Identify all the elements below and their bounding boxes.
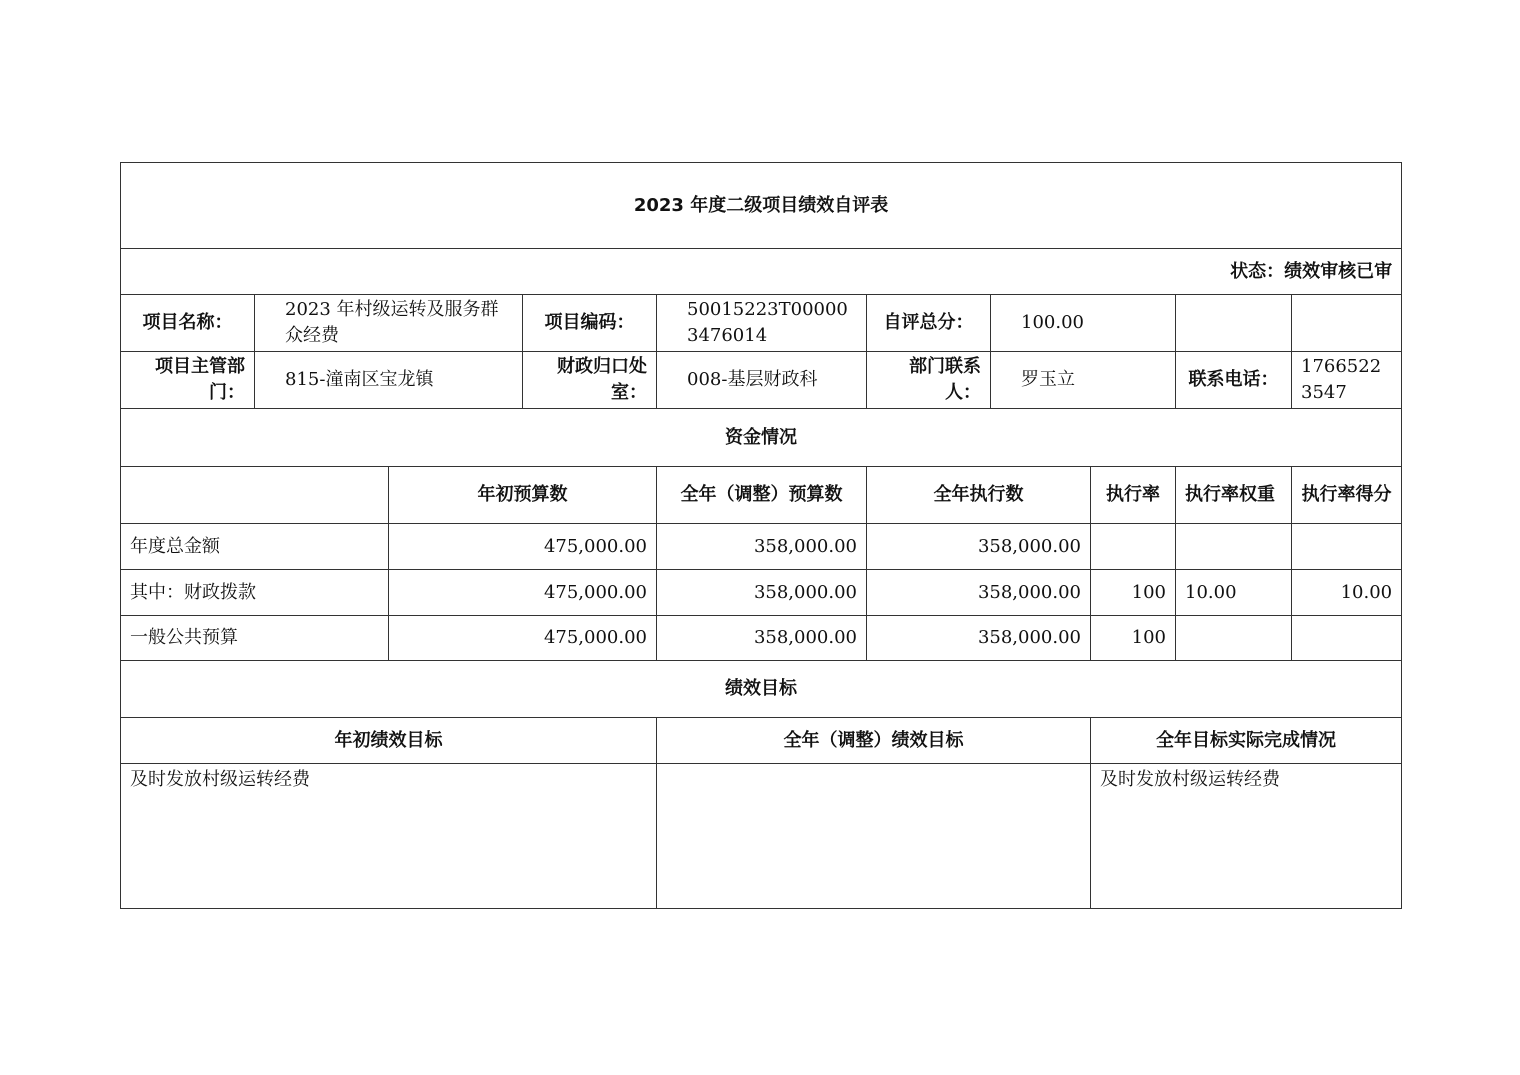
funds-header-executed: 全年执行数 (867, 467, 1091, 524)
form-title: 2023 年度二级项目绩效自评表 (121, 163, 1402, 249)
funds-header-initial: 年初预算数 (389, 467, 657, 524)
funds-row-score (1292, 616, 1402, 661)
funds-row-weight: 10.00 (1176, 570, 1292, 616)
project-code-value: 50015223T000003476014 (657, 295, 867, 352)
funds-row-weight (1176, 616, 1292, 661)
table-row (121, 616, 1402, 661)
project-name-value: 2023 年村级运转及服务群众经费 (255, 295, 523, 352)
contact-value: 罗玉立 (991, 352, 1176, 409)
funds-header-blank (121, 467, 389, 524)
table-row (121, 524, 1402, 570)
funds-row-score (1292, 524, 1402, 570)
goals-header-actual: 全年目标实际完成情况 (1091, 718, 1402, 764)
table-row (121, 570, 1402, 616)
finance-office-value: 008-基层财政科 (657, 352, 867, 409)
status-text: 状态：绩效审核已审 (121, 249, 1402, 295)
dept-value: 815-潼南区宝龙镇 (255, 352, 523, 409)
funds-header-adjusted: 全年（调整）预算数 (657, 467, 867, 524)
contact-label: 部门联系人： (867, 352, 991, 409)
project-name-label: 项目名称： (121, 295, 255, 352)
funds-row-label: 年度总金额 (121, 524, 389, 570)
dept-label: 项目主管部门： (121, 352, 255, 409)
funds-header-score: 执行率得分 (1292, 467, 1402, 524)
phone-value: 17665223547 (1292, 352, 1402, 409)
funds-row-rate: 100 (1091, 616, 1176, 661)
funds-header-rate: 执行率 (1091, 467, 1176, 524)
funds-row-adjusted: 358,000.00 (657, 570, 867, 616)
funds-row-weight (1176, 524, 1292, 570)
funds-row-executed: 358,000.00 (867, 524, 1091, 570)
funds-row-label: 一般公共预算 (121, 616, 389, 661)
project-code-label: 项目编码： (523, 295, 657, 352)
funds-row-initial: 475,000.00 (389, 616, 657, 661)
funds-row-score: 10.00 (1292, 570, 1402, 616)
funds-row-adjusted: 358,000.00 (657, 616, 867, 661)
goals-header-adjusted: 全年（调整）绩效目标 (657, 718, 1091, 764)
funds-section-title: 资金情况 (121, 409, 1402, 467)
funds-row-executed: 358,000.00 (867, 616, 1091, 661)
empty-cell (1176, 295, 1292, 352)
goals-section-title: 绩效目标 (121, 661, 1402, 718)
goals-initial-value: 及时发放村级运转经费 (121, 764, 657, 909)
funds-row-initial: 475,000.00 (389, 524, 657, 570)
phone-label: 联系电话： (1176, 352, 1292, 409)
funds-row-label: 其中：财政拨款 (121, 570, 389, 616)
goals-actual-value: 及时发放村级运转经费 (1091, 764, 1402, 909)
goals-header-initial: 年初绩效目标 (121, 718, 657, 764)
funds-header-weight: 执行率权重 (1176, 467, 1292, 524)
goals-adjusted-value (657, 764, 1091, 909)
performance-self-evaluation-table (120, 162, 1402, 909)
funds-row-executed: 358,000.00 (867, 570, 1091, 616)
self-score-label: 自评总分： (867, 295, 991, 352)
funds-row-rate: 100 (1091, 570, 1176, 616)
funds-row-rate (1091, 524, 1176, 570)
self-score-value: 100.00 (991, 295, 1176, 352)
funds-row-adjusted: 358,000.00 (657, 524, 867, 570)
funds-row-initial: 475,000.00 (389, 570, 657, 616)
empty-cell (1292, 295, 1402, 352)
finance-office-label: 财政归口处室： (523, 352, 657, 409)
